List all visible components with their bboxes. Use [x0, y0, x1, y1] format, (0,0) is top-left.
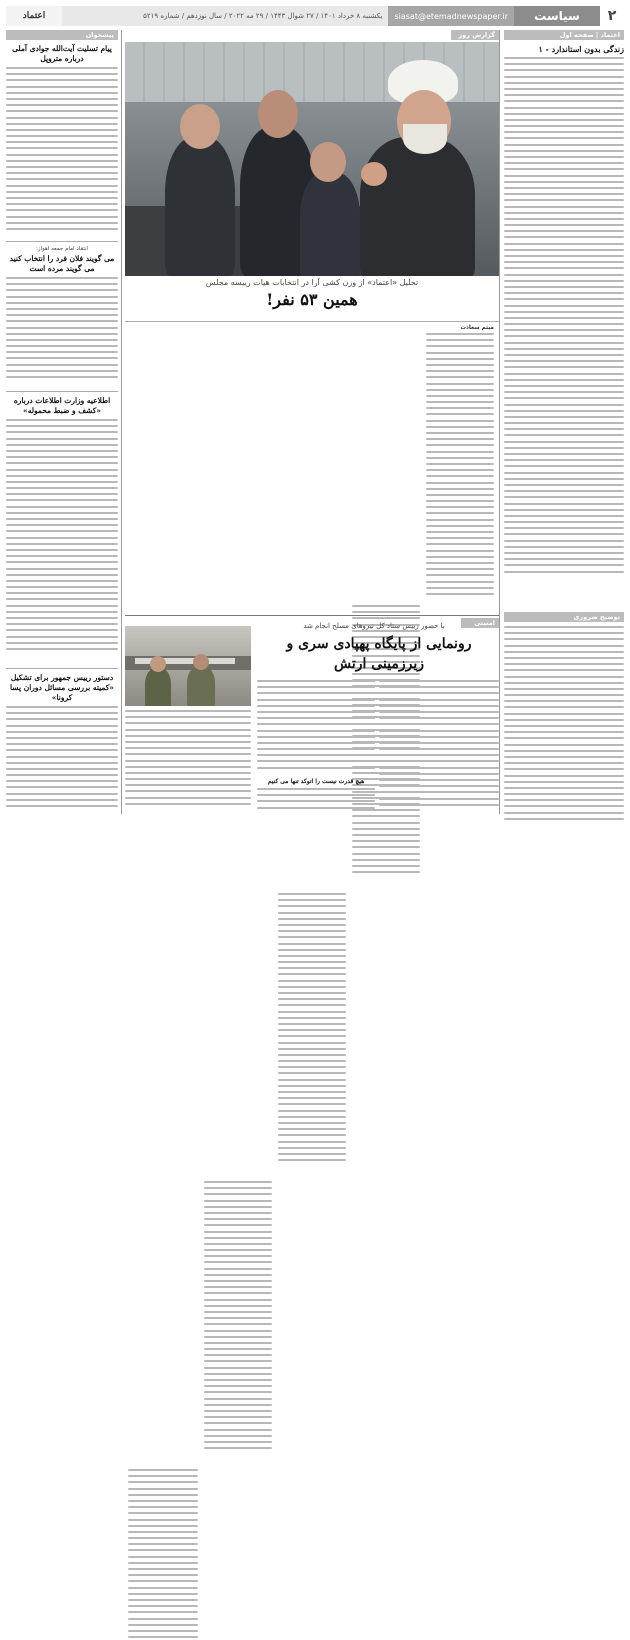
left-item-4-body [6, 706, 118, 816]
page-header [6, 6, 624, 26]
right-column [504, 30, 624, 814]
military-story-headline: رونمایی از پایگاه پهپادی سری و زیرزمینی ارتش [286, 636, 472, 672]
left-item-1-body [6, 67, 118, 237]
newspaper-logo: اعتماد [6, 6, 62, 26]
main-story-titles [125, 278, 499, 309]
page-number: ۲ [600, 6, 624, 26]
right-column-tag: اعتماد | صفحه اول [504, 30, 624, 40]
right-column-tag-2: توضیح ضروری [504, 612, 624, 622]
left-item-1-headline: پیام تسلیت آیت‌الله جوادی آملی درباره متروپل [12, 44, 112, 63]
main-story-body-col5 [128, 1469, 198, 1640]
military-story-kicker: با حضور رییس ستاد کل نیروهای مسلح انجام شد [303, 622, 445, 630]
left-column [6, 30, 118, 814]
left-item-2-kicker: انتقاد امام جمعه اهواز: [36, 246, 88, 252]
left-item-3-headline: اطلاعیه وزارت اطلاعات درباره «کشف و ضبط محموله» [13, 396, 111, 415]
column-divider [499, 30, 500, 814]
main-story-body-col3 [278, 893, 346, 1181]
left-item-2-headline: می گویند فلان فرد را انتخاب کنید می گویند مرده است [9, 254, 115, 273]
right-column-body-2 [504, 626, 624, 836]
main-story-author: میثم سعادت [460, 325, 494, 331]
main-story-kicker: تحلیل «اعتماد» از وزن کشی آرا در انتخابات هیات رییسه مجلس [205, 278, 419, 287]
left-item-3-body [6, 419, 118, 664]
military-story [125, 618, 499, 814]
dateline: یکشنبه ۸ خرداد ۱۴۰۱ / ۲۷ شوال ۱۴۴۳ / ۲۹ مه ۲۰۲۲ / سال نوزدهم / شماره ۵۲۱۹ [62, 6, 388, 26]
military-photo [125, 626, 251, 706]
military-story-body-left [125, 710, 251, 814]
right-column-body [504, 57, 624, 602]
column-divider-left [121, 30, 122, 814]
main-photo [125, 42, 499, 276]
left-item-2-body [6, 277, 118, 387]
main-story-tag: گزارش روز [451, 30, 499, 40]
left-item-4-headline: دستور رییس جمهور برای تشکیل «کمیته بررسی مسائل دوران پسا کرونا» [10, 673, 114, 702]
section-title: سیاست [514, 6, 600, 26]
main-story-headline: همین ۵۳ نفر! [266, 290, 358, 309]
section-email[interactable]: siasat@etemadnewspaper.ir [388, 6, 514, 26]
military-story-subhead: هیچ قدرت نیست را اتوکد تنها می کنیم [267, 778, 365, 785]
military-story-body-mid-2 [257, 788, 375, 814]
military-story-body-right [379, 680, 499, 814]
main-story-body-col4 [204, 1181, 272, 1469]
military-story-tag: امنیتی [461, 618, 499, 628]
main-story-body-col1 [426, 333, 494, 613]
military-story-body-mid [257, 680, 375, 775]
left-column-tag: پیشخوان [6, 30, 118, 40]
right-column-headline: زندگی بدون استاندارد - ۱ [538, 44, 624, 54]
